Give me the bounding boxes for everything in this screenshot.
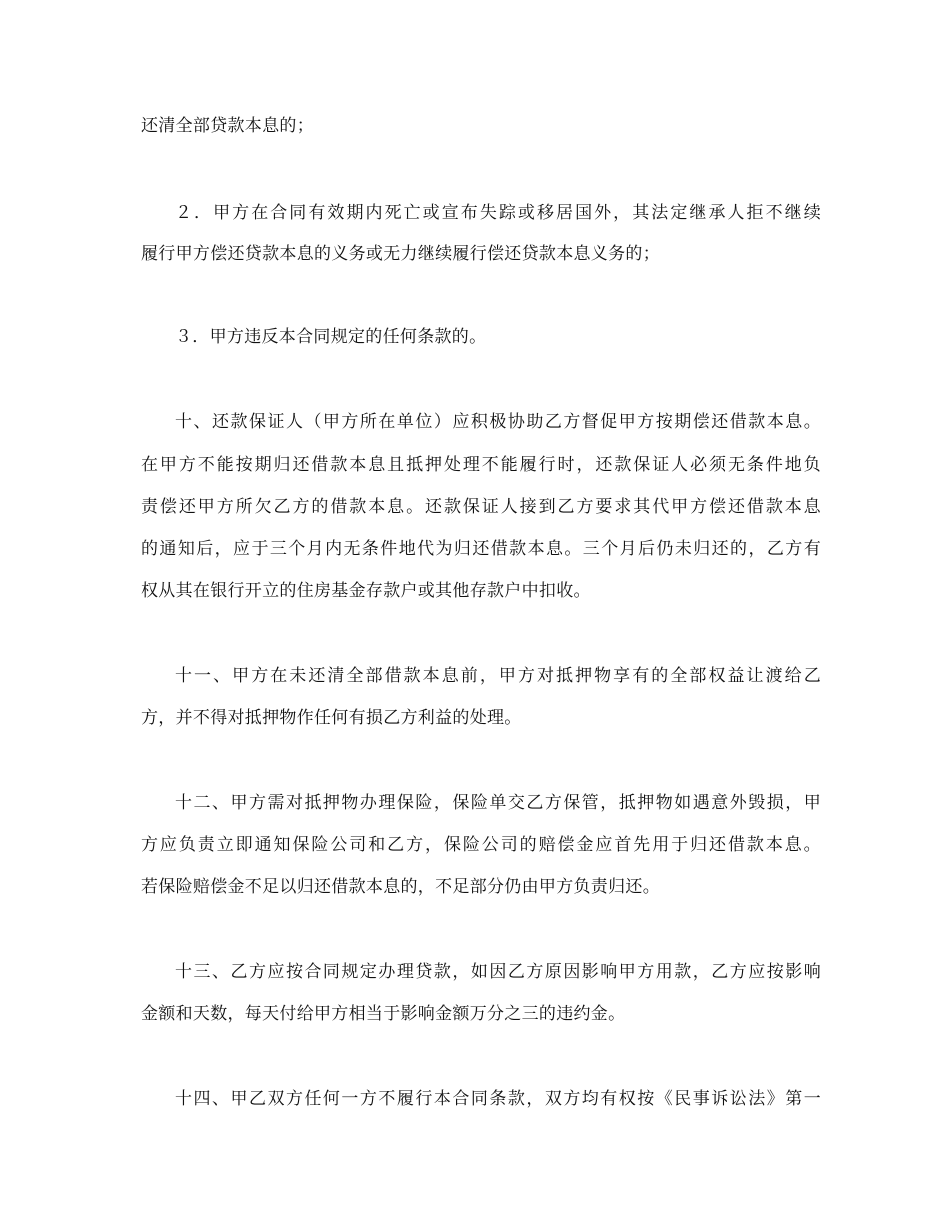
text-line: ２．甲方在合同有效期内死亡或宣布失踪或移居国外，其法定继承人拒不继续	[175, 203, 821, 223]
text-line: 方应负责立即通知保险公司和乙方，保险公司的赔偿金应首先用于归还借款本息。	[141, 835, 821, 855]
text-line: 十、还款保证人（甲方所在单位）应积极协助乙方督促甲方按期偿还借款本息。	[175, 412, 821, 432]
text-line: 金额和天数，每天付给甲方相当于影响金额万分之三的违约金。	[141, 1004, 626, 1024]
text-line: 的通知后，应于三个月内无条件地代为归还借款本息。三个月后仍未归还的，乙方有	[141, 539, 821, 559]
text-line: 十三、乙方应按合同规定办理贷款，如因乙方原因影响甲方用款，乙方应按影响	[175, 962, 821, 982]
text-line: 若保险赔偿金不足以归还借款本息的，不足部分仍由甲方负责归还。	[141, 877, 660, 897]
text-line: 还清全部贷款本息的；	[141, 116, 314, 136]
text-line: 履行甲方偿还贷款本息的义务或无力继续履行偿还贷款本息义务的；	[141, 244, 660, 264]
text-line: 在甲方不能按期归还借款本息且抵押处理不能履行时，还款保证人必须无条件地负	[141, 455, 821, 475]
text-line: 责偿还甲方所欠乙方的借款本息。还款保证人接到乙方要求其代甲方偿还借款本息	[141, 497, 821, 517]
text-line: 十二、甲方需对抵押物办理保险，保险单交乙方保管，抵押物如遇意外毁损，甲	[175, 793, 821, 813]
text-line: 权从其在银行开立的住房基金存款户或其他存款户中扣收。	[141, 581, 591, 601]
text-line: 十四、甲乙双方任何一方不履行本合同条款，双方均有权按《民事诉讼法》第一	[175, 1089, 821, 1109]
text-line: 十一、甲方在未还清全部借款本息前，甲方对抵押物享有的全部权益让渡给乙	[175, 666, 821, 686]
text-line: 方，并不得对抵押物作任何有损乙方利益的处理。	[141, 708, 522, 728]
text-line: ３．甲方违反本合同规定的任何条款的。	[175, 327, 487, 347]
